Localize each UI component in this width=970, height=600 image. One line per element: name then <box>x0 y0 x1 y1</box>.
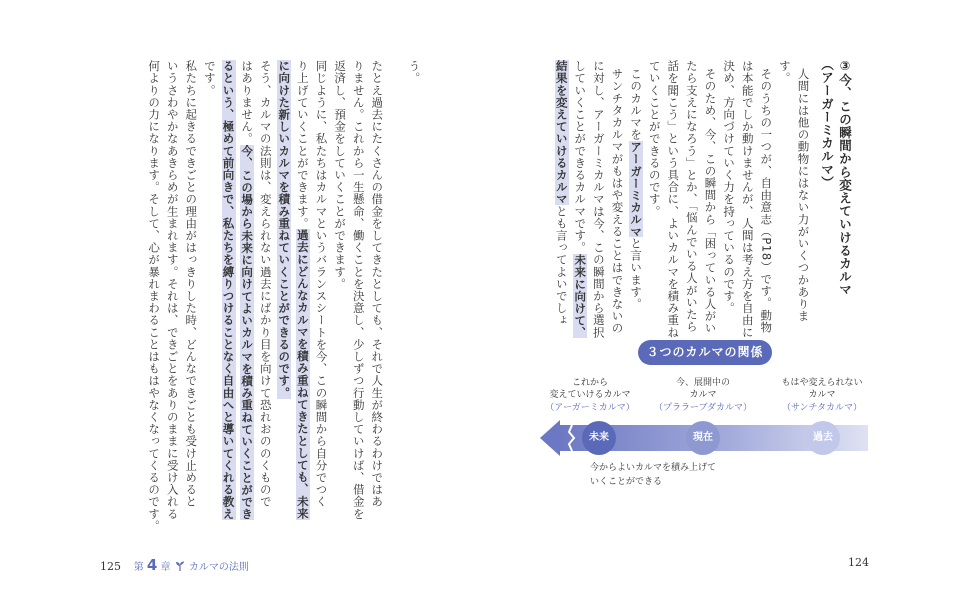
column-sub: （サンチタカルマ） <box>781 403 863 413</box>
text-segment: たら支えになろう」とか、「悩んでいる人がいたら <box>684 60 699 333</box>
column-sub: （プララーブダカルマ） <box>654 403 752 413</box>
page-number-left: 125 <box>100 560 121 573</box>
text-segment: アーガーミカルマ <box>629 140 644 238</box>
text-column <box>278 60 290 500</box>
text-segment: していくことができるカルマです。 <box>573 60 588 254</box>
text-segment: す。 <box>777 60 792 85</box>
text-column <box>648 60 660 330</box>
column-label: これから 変えていけるカルマ <box>549 378 631 400</box>
text-segment: そのため、今、この瞬間から「困っている人がい <box>703 68 718 335</box>
text-column <box>684 60 699 333</box>
text-column <box>797 68 809 338</box>
text-segment: と言います。 <box>629 237 644 311</box>
text-column <box>295 60 310 520</box>
text-segment: いうさわやかなあきらめが生まれます。それは、できごとをありのままに受け入れる <box>165 60 180 520</box>
left-footer <box>100 556 249 574</box>
text-segment: そう、カルマの法則は、変えられない過去にばかり目を向けて恐れおののくもので <box>258 60 273 508</box>
text-segment: はありません。 <box>240 60 255 145</box>
text-column <box>740 60 755 339</box>
text-segment: このカルマを <box>629 68 644 141</box>
text-column <box>611 68 623 338</box>
node-future: 未来 <box>582 421 616 455</box>
text-segment: に向けた新しいカルマを積み重ねていくことができるのです。 <box>277 60 292 399</box>
page-number-right: 124 <box>848 556 869 569</box>
text-segment: です。 <box>202 60 217 97</box>
text-column <box>630 68 642 338</box>
text-column <box>258 60 273 508</box>
text-column <box>203 60 215 500</box>
break-mark-icon <box>568 425 576 451</box>
text-segment: り上げていくことができます。 <box>295 60 310 230</box>
text-segment: サンチタカルマがもはや変えることはできないの <box>610 68 625 335</box>
text-column <box>591 60 606 339</box>
text-segment: 同じように、私たちはカルマというバランスシートを今、この瞬間から自分でつく <box>314 60 329 508</box>
text-column <box>778 60 790 330</box>
text-segment: 決め、方向づけていく力を持っているのです。 <box>722 60 737 315</box>
text-column <box>370 60 385 508</box>
text-segment: そのうちの一つが、自由意志（P18）です。動物 <box>759 68 774 334</box>
text-segment: るという、極めて前向きで、私たちを縛りつけることなく自由へと導いてくれる教え <box>221 60 236 520</box>
right-footer <box>848 556 869 569</box>
column-sub: （アーガーミカルマ） <box>545 403 635 413</box>
column-future <box>540 377 640 414</box>
diagram-title: ３つのカルマの関係 <box>638 340 772 365</box>
sprout-icon <box>174 560 186 572</box>
chapter-label: 第 4 章 カルマの法則 <box>133 556 249 574</box>
text-column <box>165 60 180 520</box>
text-segment: 結果を変えていけるカルマ <box>554 60 569 206</box>
text-column <box>240 60 255 520</box>
text-segment: に対し、アーガーミカルマは今、この瞬間から選択 <box>591 60 606 339</box>
text-segment: 過去にどんなカルマを積み重ねてきたとしても、未来 <box>295 229 310 520</box>
text-column <box>408 60 420 500</box>
text-column <box>184 60 199 508</box>
text-column <box>723 60 735 330</box>
text-segment: りません。これから一生懸命、働くことを決意し、少しずつ行動していけば、借金を <box>351 60 366 520</box>
node-past: 過去 <box>806 421 840 455</box>
section-subheading: （アーガーミカルマ） <box>819 58 835 189</box>
arrow-left-icon <box>540 420 560 456</box>
column-label: 今、展開中の カルマ <box>675 378 730 400</box>
text-segment: は本能でしか動けませんが、人間は考え方を自由に <box>740 60 755 339</box>
text-segment: 未来に向けて、 <box>573 253 588 339</box>
text-segment: う。 <box>407 60 422 85</box>
text-column <box>147 60 162 532</box>
chapter-title: カルマの法則 <box>188 562 249 573</box>
text-segment: 何よりの力になります。そして、心が暴れまわることはもはやなくなってくるのです。 <box>147 60 162 532</box>
text-segment: 話を聞こう」という具合に、よいカルマを積み重ね <box>666 60 681 339</box>
text-segment: 返済し、預金をしていくことができます。 <box>333 60 348 290</box>
text-column <box>314 60 329 508</box>
right-page <box>485 0 970 600</box>
karma-relation-diagram <box>540 335 870 495</box>
diagram-note: 今からよいカルマを積み上げて いくことができる <box>590 463 717 487</box>
text-segment: とも言ってよいでしょ <box>554 205 569 327</box>
text-column <box>334 60 346 500</box>
column-past <box>772 377 872 414</box>
text-column <box>666 60 681 339</box>
text-segment: たとえ過去にたくさんの借金をしてきたとしても、それで人生が終わるわけではあ <box>370 60 385 508</box>
column-label: もはや変えられない カルマ <box>781 378 863 400</box>
text-segment: 人間には他の動物にはない力がいくつかありま <box>796 68 811 323</box>
text-column <box>704 68 716 338</box>
text-column <box>221 60 236 520</box>
text-column <box>555 60 567 330</box>
node-present: 現在 <box>686 421 720 455</box>
section-heading: ③今、この瞬間から変えていけるカルマ <box>837 58 853 297</box>
column-present <box>653 377 753 414</box>
text-column <box>351 60 366 520</box>
text-segment: 私たちに起きるできごとの理由がはっきりした時、どんなできごとも受け止めると <box>184 60 199 508</box>
text-segment: ていくことができるのです。 <box>647 60 662 218</box>
text-column <box>760 68 772 338</box>
text-segment: 今、この場から未来に向けてよいカルマを積み重ねていくことができ <box>240 144 255 520</box>
text-column <box>573 60 588 339</box>
